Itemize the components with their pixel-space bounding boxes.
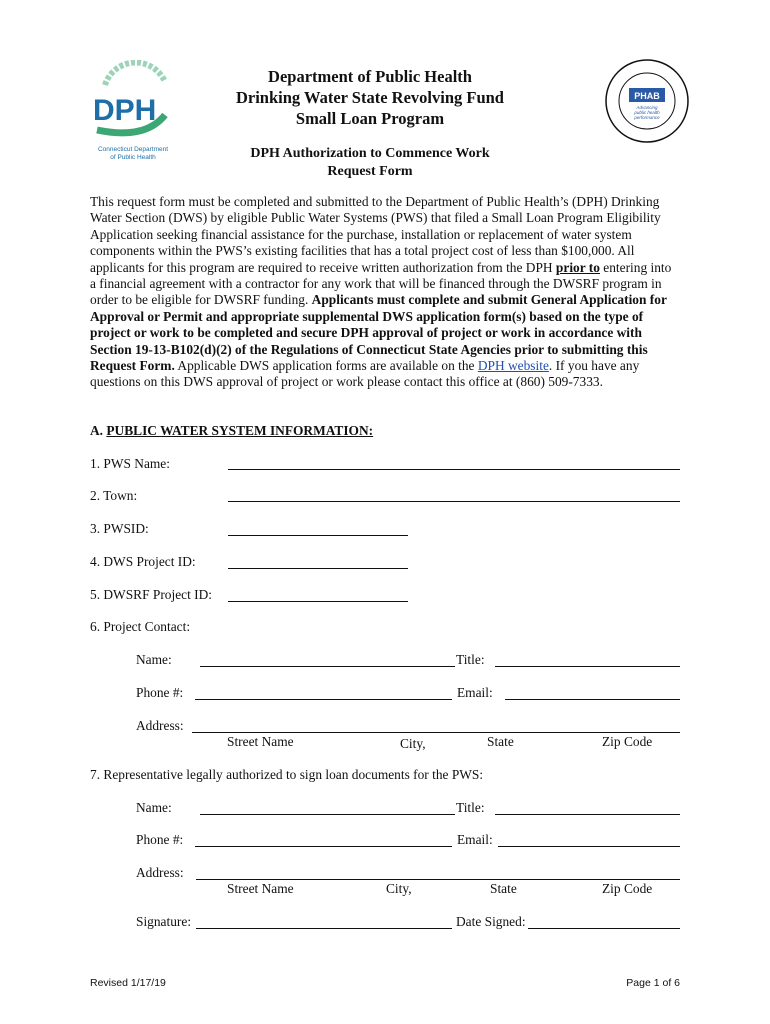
pws-name-field[interactable]: [228, 469, 680, 470]
phab-tagline-2: public health: [634, 110, 660, 115]
rep-name-field[interactable]: [200, 814, 455, 815]
rep-phone-label: Phone #:: [136, 832, 184, 847]
revised-date: Revised 1/17/19: [90, 977, 166, 989]
rep-address-label: Address:: [136, 865, 184, 880]
title-line-3: Small Loan Program: [295, 109, 445, 128]
project-contact-label: 6. Project Contact:: [90, 619, 191, 634]
rep-name-label: Name:: [136, 800, 172, 815]
contact-name-label: Name:: [136, 652, 172, 667]
intro-text-1: This request form must be completed and submitted to the Department of Public Health’s (DPH) Drinking Water Section (DWS) by eligible Public Water Systems (PWS) that filed a Small Loan Program Eligibility Application seeking financial assistance for the purchase, installation or replacement of water system components within the PWS’s existing facilities that has a total project cost of less than $100,000. All applicants for this program are required to receive written authorization from the DPH: [90, 194, 661, 275]
rep-state-caption: State: [490, 881, 517, 896]
dph-logo-graphic: [85, 60, 180, 160]
page-number: Page 1 of 6: [626, 977, 680, 989]
document-title: [200, 66, 540, 129]
dws-project-id-label: 4. DWS Project ID:: [90, 554, 196, 569]
phab-brand: PHAB: [634, 91, 660, 101]
dph-caption-1: Connecticut Department: [97, 146, 169, 153]
contact-name-field[interactable]: [200, 666, 455, 667]
town-field[interactable]: [228, 501, 680, 502]
contact-phone-field[interactable]: [195, 699, 452, 700]
contact-title-label: Title:: [456, 652, 485, 667]
rep-address-field[interactable]: [196, 879, 680, 880]
rep-city-caption: City,: [386, 881, 412, 896]
contact-city-caption: City,: [400, 736, 426, 751]
representative-label: 7. Representative legally authorized to sign loan documents for the PWS:: [90, 767, 484, 782]
dph-caption-2: of Public Health: [110, 154, 156, 160]
rep-phone-field[interactable]: [195, 846, 452, 847]
dwsrf-project-id-field[interactable]: [228, 601, 408, 602]
town-label: 2. Town:: [90, 488, 138, 503]
rep-title-field[interactable]: [495, 814, 680, 815]
rep-street-caption: Street Name: [227, 881, 294, 896]
date-signed-label: Date Signed:: [456, 914, 526, 929]
contact-phone-label: Phone #:: [136, 685, 184, 700]
title-line-1: Department of Public Health: [268, 67, 472, 86]
rep-zip-caption: Zip Code: [602, 881, 653, 896]
section-a-title: PUBLIC WATER SYSTEM INFORMATION:: [106, 423, 374, 438]
phab-seal-graphic: [604, 58, 690, 144]
contact-street-caption: Street Name: [227, 734, 294, 749]
dws-project-id-field[interactable]: [228, 568, 408, 569]
intro-text-2: entering into a financial agreement with a contractor for any work that will be financed through the DWSRF program in order to be eligible for DWSRF funding.: [90, 259, 672, 308]
subtitle-line-1: DPH Authorization to Commence Work: [250, 146, 490, 161]
dph-logo: [85, 60, 180, 160]
section-a-heading: [90, 423, 373, 439]
prior-to-emphasis: prior to: [555, 259, 600, 275]
phab-tagline-3: performance: [634, 115, 660, 120]
intro-bold-requirement: Applicants must complete and submit General Application for Approval or Permit and appropriate supplemental DWS application form(s) based on the type of project or work to be completed and secure DPH approval of project or work in accordance with Section 19-13-B102(d)(2) of the Regulations of Connecticut State Agencies prior to submitting this Request Form.: [90, 292, 667, 374]
contact-address-field[interactable]: [192, 732, 680, 733]
contact-zip-caption: Zip Code: [602, 734, 653, 749]
rep-email-field[interactable]: [498, 846, 680, 847]
contact-state-caption: State: [487, 734, 514, 749]
rep-title-label: Title:: [456, 800, 485, 815]
date-signed-field[interactable]: [528, 928, 680, 929]
signature-label: Signature:: [136, 914, 192, 929]
pws-name-label: 1. PWS Name:: [90, 456, 170, 471]
intro-text-4: . If you have any questions on this DWS approval of project or work please contact this office at (860) 509-7333.: [90, 358, 640, 390]
document-subtitle: [200, 145, 540, 181]
contact-email-field[interactable]: [505, 699, 680, 700]
section-a-letter: A.: [90, 423, 107, 438]
pwsid-field[interactable]: [228, 535, 408, 536]
intro-paragraph: [90, 194, 680, 391]
contact-address-label: Address:: [136, 718, 184, 733]
dwsrf-project-id-label: 5. DWSRF Project ID:: [90, 587, 212, 602]
contact-title-field[interactable]: [495, 666, 680, 667]
dph-letters: DPH: [93, 94, 157, 127]
signature-field[interactable]: [196, 928, 452, 929]
dph-website-link[interactable]: DPH website: [477, 358, 549, 374]
subtitle-line-2: Request Form: [327, 164, 413, 179]
contact-email-label: Email:: [457, 685, 493, 700]
pwsid-label: 3. PWSID:: [90, 521, 149, 536]
phab-seal: [604, 58, 690, 144]
rep-email-label: Email:: [457, 832, 493, 847]
phab-tagline-1: Advancing: [636, 105, 658, 110]
intro-text-3: Applicable DWS application forms are available on the: [174, 358, 478, 374]
title-line-2: Drinking Water State Revolving Fund: [235, 88, 504, 107]
